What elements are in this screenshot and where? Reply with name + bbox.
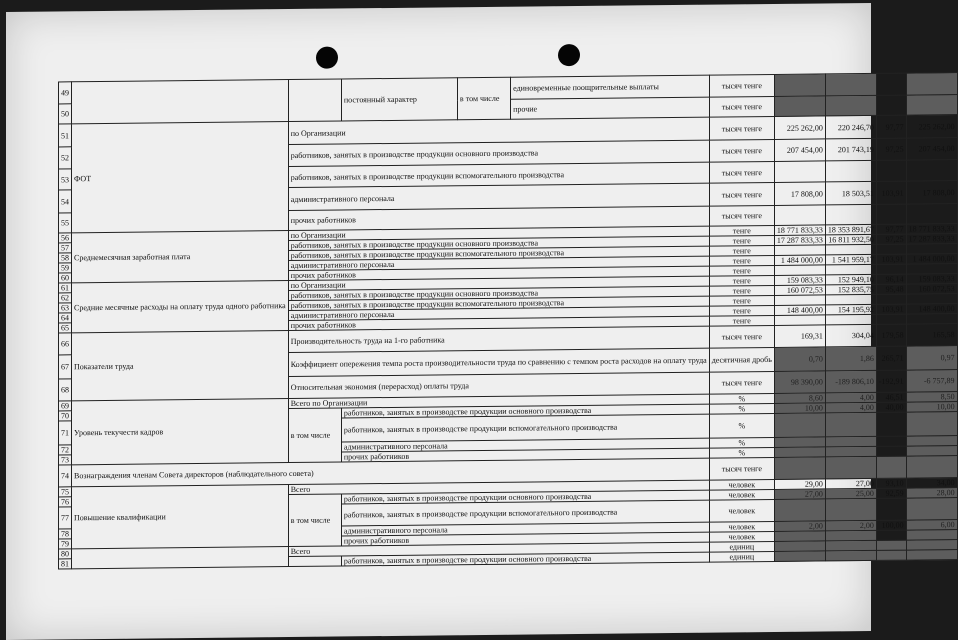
value-cell: -189 806,10 [825,370,876,393]
value-cell: 6,00 [906,520,957,531]
row-label: административного персонала [288,183,709,210]
value-cell [774,161,825,183]
value-cell [825,73,876,96]
value-cell: 8,50 [906,392,957,403]
value-cell [906,530,957,541]
unit-cell: тенге [709,235,774,246]
group-cell [288,556,341,567]
unit-cell: тысяч тенге [709,205,774,226]
punch-hole [316,47,338,69]
unit-cell: тысяч тенге [709,371,774,394]
value-cell: 220 246,70 [825,115,876,139]
unit-cell: человек [709,499,774,522]
value-cell: 152 949,10 [825,274,876,285]
value-cell: 1 541 959,17 [825,254,876,265]
row-label: Производительность труда на 1-го работника [288,326,709,352]
value-cell: 207 454,00 [774,139,825,162]
value-cell [906,294,957,305]
value-cell [876,446,906,456]
value-cell [876,530,906,540]
unit-cell: % [709,403,774,414]
value-cell: 159 083,33 [906,274,957,285]
unit-cell: тенге [709,225,774,236]
row-label: работников, занятых в производстве продукции основного производства [341,404,709,418]
row-number: 54 [59,190,72,213]
value-cell: 4,00 [825,392,876,403]
unit-cell: % [709,413,774,438]
unit-cell: тенге [709,315,774,326]
value-cell [825,95,876,116]
unit-cell: человек [709,489,774,500]
row-label: прочих работников [341,532,709,546]
value-cell: 154 195,92 [825,304,876,315]
group-cell [72,80,289,124]
value-cell: 148 400,00 [774,305,825,316]
group-label: Показатели труда [72,331,289,401]
value-cell [825,550,876,561]
unit-cell: тенге [709,255,774,266]
value-cell [774,413,825,438]
value-cell: 95,48 [876,284,906,294]
row-label: административного персонала [288,306,709,320]
value-cell: -6 757,89 [906,370,957,393]
value-cell [774,457,825,480]
row-number: 56 [59,233,72,243]
value-cell [825,244,876,255]
row-number: 71 [59,421,72,445]
value-cell: 18 353 891,67 [825,224,876,235]
row-label: прочих работников [288,316,709,330]
unit-cell: тенге [709,295,774,306]
value-cell [774,315,825,326]
unit-cell: единиц [709,551,774,562]
row-label: работников, занятых в производстве продукции основного производства [341,490,709,504]
value-cell [774,96,825,117]
value-cell [825,314,876,325]
row-label: работников, занятых в производстве продукции вспомогательного производства [288,246,709,260]
row-label: по Организации [288,117,709,144]
row-number: 67 [59,355,72,379]
value-cell: 1,86 [825,346,876,371]
unit-cell: человек [709,531,774,542]
row-label: административного персонала [341,522,709,536]
value-cell [876,456,906,478]
unit-cell: человек [709,479,774,490]
value-cell: 40,00 [876,402,906,412]
value-cell [876,314,906,324]
value-cell: 17 808,00 [906,181,957,205]
value-cell: 16 811 932,50 [825,234,876,245]
value-cell [825,498,876,521]
value-cell [825,446,876,457]
value-cell: 2,00 [774,521,825,532]
row-label: по Организации [288,276,709,290]
unit-cell: десятичная дробь [709,347,774,372]
subgroup-label: в том числе [288,494,341,547]
unit-cell: % [709,393,774,404]
document-page [6,3,955,640]
value-cell [906,204,957,225]
row-number: 53 [59,169,72,190]
row-label: прочие [511,97,710,119]
value-cell: 97,77 [876,224,906,234]
row-label: работников, занятых в производстве продукции вспомогательного производства [341,500,709,526]
unit-cell: тысяч тенге [709,182,774,206]
unit-cell: единиц [709,541,774,552]
value-cell: 18 771 833,33 [774,225,825,236]
value-cell [906,244,957,255]
unit-cell: тенге [709,245,774,256]
row-number: 63 [59,303,72,313]
value-cell: 148 400,00 [906,304,957,315]
subgroup-label: в том числе [288,408,341,463]
value-cell: 25,00 [825,488,876,499]
row-label: Вознаграждения членам Совета директоров (наблюдательного совета) [72,458,710,487]
value-cell: 265,71 [876,346,906,370]
value-cell [876,95,906,115]
value-cell [906,446,957,457]
row-number: 50 [59,104,72,124]
value-cell [876,264,906,274]
row-number: 64 [59,313,72,323]
value-cell: 103,91 [876,181,906,204]
value-cell [876,204,906,224]
value-cell: 96,14 [876,274,906,284]
value-cell [825,294,876,305]
value-cell: 28,00 [906,488,957,499]
value-cell [774,551,825,562]
value-cell: 160 072,53 [774,285,825,296]
row-label: административного персонала [341,438,709,452]
value-cell [876,436,906,446]
group-label: Среднемесячная заработная плата [72,231,289,283]
value-cell [906,412,957,437]
group-cell [72,547,289,569]
value-cell [825,160,876,182]
row-number: 62 [59,293,72,303]
value-cell [825,540,876,551]
punch-hole [558,44,580,66]
value-cell: 93,10 [876,478,906,488]
value-cell: 10,00 [906,402,957,413]
row-number: 58 [59,253,72,263]
row-number: 66 [59,333,72,355]
value-cell [774,531,825,542]
unit-cell: тысяч тенге [709,116,774,140]
unit-cell: тысяч тенге [709,457,774,480]
value-cell [774,499,825,522]
unit-cell: % [709,437,774,448]
value-cell [906,456,957,479]
unit-cell: человек [709,521,774,532]
value-cell: 165,58 [906,324,957,347]
value-cell: 27,00 [774,489,825,500]
unit-cell: тысяч тенге [709,161,774,183]
row-number: 57 [59,243,72,253]
row-label: административного персонала [288,256,709,270]
value-cell [825,204,876,225]
value-cell: 0,97 [906,346,957,371]
value-cell: 201 743,19 [825,138,876,161]
row-label: работников, занятых в производстве продукции вспомогательного производства [288,162,709,187]
row-number: 51 [59,124,72,147]
row-number: 78 [59,529,72,539]
subgroup-label: в том числе [457,77,510,120]
row-number: 72 [59,445,72,455]
value-cell: -192,91 [876,370,906,392]
value-cell: 97,25 [876,234,906,244]
value-cell [876,160,906,181]
value-cell: 100,00 [876,520,906,530]
group-label: Уровень текучести кадров [72,399,289,465]
value-cell [774,295,825,306]
unit-cell: тенге [709,285,774,296]
value-cell [876,294,906,304]
group-label: Средние месячные расходы на оплату труда одного работника [72,281,289,333]
value-cell: 97,77 [876,115,906,138]
value-cell [876,550,906,560]
row-number: 60 [59,273,72,283]
value-cell [876,73,906,95]
row-number: 75 [59,487,72,497]
value-cell: 207 454,00 [906,138,957,161]
report-table [58,72,958,569]
row-number: 70 [59,411,72,421]
group-label: ФОТ [72,122,289,233]
row-number: 65 [59,323,72,333]
row-label: прочих работников [288,266,709,280]
value-cell [906,264,957,275]
value-cell [774,205,825,226]
value-cell: 10,00 [774,403,825,414]
row-number: 80 [59,549,72,559]
row-label: работников, занятых в производстве продукции вспомогательного производства [341,414,709,442]
value-cell: 225 262,00 [774,116,825,140]
row-number: 73 [59,455,72,465]
row-number: 61 [59,283,72,293]
row-label: Коэффициент опережения темпа роста производительности труда по сравнению с темпом роста расходов на оплату труда [288,348,709,376]
row-label: Всего [288,542,709,556]
value-cell: 17 287 833,33 [774,235,825,246]
value-cell: 8,60 [774,393,825,404]
value-cell [774,74,825,97]
value-cell [876,412,906,436]
value-cell [906,436,957,447]
row-label: прочих работников [341,448,709,462]
value-cell [906,160,957,182]
value-cell [876,498,906,520]
value-cell [906,95,957,116]
value-cell: 29,00 [774,479,825,490]
value-cell: 169,31 [774,325,825,348]
value-cell: 2,00 [825,520,876,531]
value-cell [906,498,957,521]
value-cell [825,412,876,437]
value-cell: 18 771 833,33 [906,224,957,235]
value-cell: 17 287 833,33 [906,234,957,245]
value-cell [876,244,906,254]
value-cell [825,530,876,541]
value-cell [906,540,957,551]
value-cell: 1 484 000,00 [774,255,825,266]
group-label: Повышение квалификации [72,485,289,549]
value-cell: 225 262,00 [906,115,957,139]
unit-cell: тенге [709,265,774,276]
row-number: 49 [59,82,72,104]
value-cell [876,540,906,550]
value-cell: 304,04 [825,324,876,347]
group-cell [288,79,341,122]
row-label: по Организации [288,226,709,240]
row-number: 59 [59,263,72,273]
value-cell: 103,91 [876,304,906,314]
row-label: единовременные поощрительные выплаты [511,75,710,99]
row-number: 69 [59,401,72,411]
value-cell [774,541,825,552]
row-number: 79 [59,539,72,549]
row-label: работников, занятых в производстве продукции основного производства [288,236,709,250]
unit-cell: тысяч тенге [709,325,774,348]
row-label: работников, занятых в производстве продукции основного производства [288,286,709,300]
value-cell: 46,51 [876,392,906,402]
value-cell [774,265,825,276]
value-cell: 97,25 [876,138,906,160]
row-number: 68 [59,379,72,401]
value-cell [774,437,825,448]
value-cell: 152 835,75 [825,284,876,295]
row-label: работников, занятых в производстве продукции основного производства [288,140,709,166]
value-cell: 4,00 [825,402,876,413]
row-label: работников, занятых в производстве продукции основного производства [341,552,709,566]
value-cell [774,245,825,256]
unit-cell: % [709,447,774,458]
row-number: 74 [59,465,72,487]
value-cell [825,264,876,275]
value-cell [825,436,876,447]
row-label: Всего [288,480,709,494]
unit-cell: тысяч тенге [709,74,774,97]
value-cell: 160 072,53 [906,284,957,295]
value-cell: 34,00 [906,478,957,489]
unit-cell: тысяч тенге [709,139,774,162]
value-cell [825,456,876,479]
value-cell [906,550,957,561]
row-number: 52 [59,147,72,169]
row-number: 77 [59,507,72,529]
value-cell [906,314,957,325]
value-cell: 159 083,33 [774,275,825,286]
value-cell: 18 503,51 [825,181,876,205]
row-label: работников, занятых в производстве продукции вспомогательного производства [288,296,709,310]
value-cell: 103,91 [876,254,906,264]
row-number: 81 [59,559,72,569]
category-label: постоянный характер [341,78,457,121]
unit-cell: тысяч тенге [709,96,774,117]
value-cell: 98 390,00 [774,371,825,394]
row-label: Относительная экономия (перерасход) оплаты труда [288,372,709,398]
value-cell: 179,58 [876,324,906,346]
row-label: прочих работников [288,206,709,230]
unit-cell: тенге [709,275,774,286]
value-cell [774,447,825,458]
row-label: Всего по Организации [288,394,709,408]
value-cell: 0,70 [774,347,825,372]
value-cell: 17 808,00 [774,182,825,206]
value-cell: 1 484 000,00 [906,254,957,265]
row-number: 76 [59,497,72,507]
value-cell: 27,00 [825,478,876,489]
unit-cell: тенге [709,305,774,316]
value-cell: 92,59 [876,488,906,498]
value-cell [906,73,957,96]
row-number: 55 [59,213,72,233]
